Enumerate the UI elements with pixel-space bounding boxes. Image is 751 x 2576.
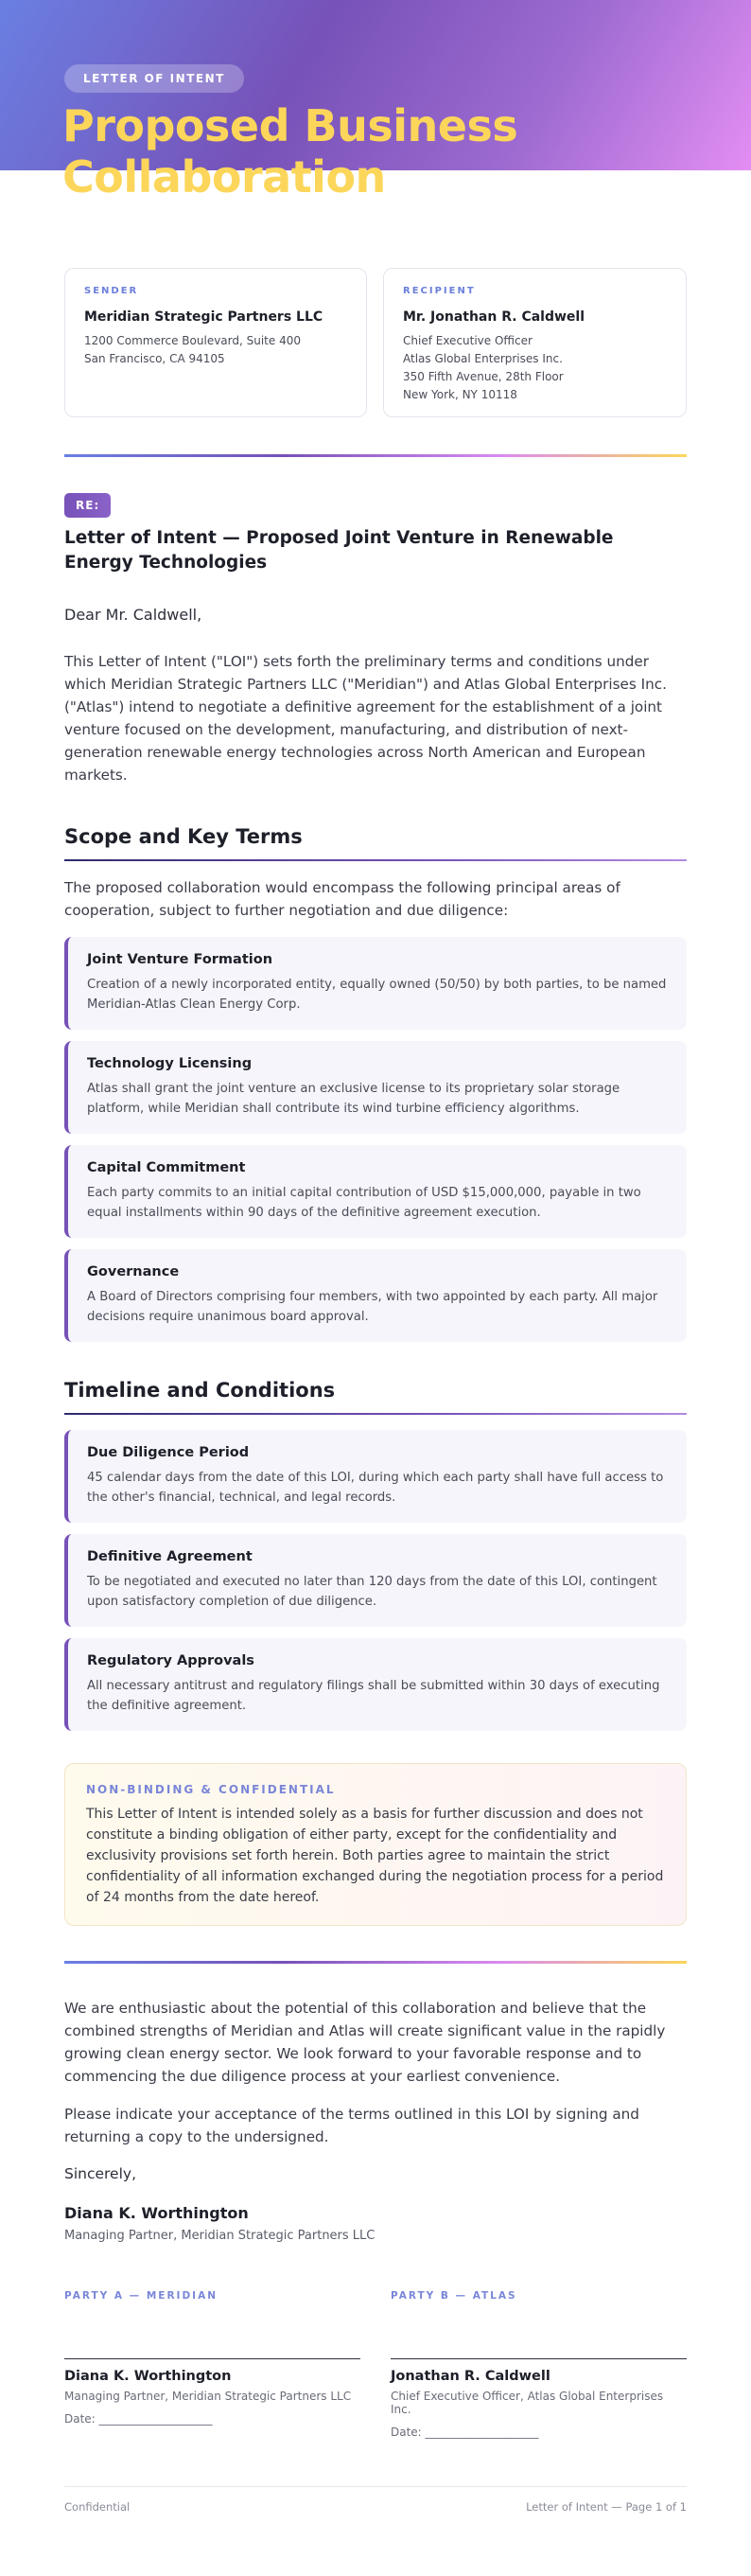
recipient-address-line: Chief Executive Officer [403,334,533,347]
document-type-badge: LETTER OF INTENT [64,64,244,93]
term-title: Governance [87,1264,180,1279]
divider [64,1961,687,1964]
section-divider [64,1413,687,1415]
sender-name: Meridian Strategic Partners LLC [84,309,323,325]
signature-name: Jonathan R. Caldwell [391,2369,550,2384]
signature-title: Chief Executive Officer, Atlas Global Enterprises Inc. [391,2390,664,2416]
confidentiality-notice [64,1763,687,1926]
divider [64,454,687,457]
intro-paragraph: This Letter of Intent ("LOI") sets forth the preliminary terms and conditions under which Meridian Strategic Partners LLC ("Meridian") and Atlas Global Enterprises Inc. ("Atlas") intend to negotiate a definitive agreement for the establishment of a joint venture focused on the development, manufacturing, and distribution of next-generation renewable energy technologies across North American and European markets. [64,653,667,784]
footer-divider [64,2486,687,2487]
notice-text: This Letter of Intent is intended solely as a basis for further discussion and does not constitute a binding obligation of either party, except for the confidentiality and exclusivity provisions set forth herein. Both parties agree to maintain the strict confidentiality of all information exchanged during the negotiation process for a period of 24 months from the date hereof. [86,1807,664,1905]
timeline-text: To be negotiated and executed no later than 120 days from the date of this LOI, contingent upon satisfactory completion of due diligence. [87,1575,657,1609]
signature-date-field[interactable]: Date: ____________________ [391,2426,539,2439]
timeline-card [64,1534,687,1627]
page-title: Proposed Business Collaboration [62,100,518,203]
timeline-title: Due Diligence Period [87,1445,250,1460]
timeline-text: All necessary antitrust and regulatory filings shall be submitted within 30 days of executing the definitive agreement. [87,1679,660,1713]
footer-page-number: Letter of Intent — Page 1 of 1 [526,2500,687,2514]
sender-address-line: San Francisco, CA 94105 [84,352,225,365]
signoff: Sincerely, [64,2165,137,2182]
notice-label: NON-BINDING & CONFIDENTIAL [86,1783,336,1796]
scope-lead-paragraph: The proposed collaboration would encompass the following principal areas of cooperation, subject to further negotiation and due diligence: [64,879,620,919]
timeline-card [64,1430,687,1523]
recipient-address-line: 350 Fifth Avenue, 28th Floor [403,370,564,383]
signature-title: Managing Partner, Meridian Strategic Partners LLC [64,2390,352,2403]
term-title: Joint Venture Formation [87,952,273,967]
signature-line[interactable] [391,2358,687,2359]
sender-card [64,268,367,417]
term-card [64,1145,687,1238]
timeline-title: Regulatory Approvals [87,1653,254,1668]
term-text: Creation of a newly incorporated entity, equally owned (50/50) by both parties, to be named Meridian-Atlas Clean Energy Corp. [87,978,667,1012]
term-title: Technology Licensing [87,1056,253,1071]
acceptance-paragraph: Please indicate your acceptance of the terms outlined in this LOI by signing and returning a copy to the undersigned. [64,2106,639,2145]
recipient-name: Mr. Jonathan R. Caldwell [403,309,585,325]
sender-label: SENDER [84,286,139,296]
signature-party-label: PARTY A — MERIDIAN [64,2290,218,2302]
section-heading-timeline: Timeline and Conditions [64,1379,336,1402]
recipient-address-line: Atlas Global Enterprises Inc. [403,352,563,365]
signature-line[interactable] [64,2358,360,2359]
term-text: A Board of Directors comprising four members, with two appointed by each party. All major decisions require unanimous board approval. [87,1290,658,1324]
footer-confidential: Confidential [64,2500,131,2514]
salutation: Dear Mr. Caldwell, [64,606,202,624]
section-heading-scope: Scope and Key Terms [64,825,303,848]
term-text: Each party commits to an initial capital contribution of USD $15,000,000, payable in two equal installments within 90 days of the definitive agreement execution. [87,1186,641,1220]
subject-line: Letter of Intent — Proposed Joint Venture in Renewable Energy Technologies [64,528,614,573]
term-text: Atlas shall grant the joint venture an exclusive license to its proprietary solar storage platform, while Meridian shall contribute its wind turbine efficiency algorithms. [87,1082,620,1116]
recipient-address-line: New York, NY 10118 [403,388,517,401]
signature-name: Diana K. Worthington [64,2369,232,2384]
recipient-label: RECIPIENT [403,286,476,296]
timeline-text: 45 calendar days from the date of this LOI, during which each party shall have full access to the other's financial, technical, and legal records. [87,1471,664,1505]
signer-name: Diana K. Worthington [64,2204,249,2222]
sender-address-line: 1200 Commerce Boulevard, Suite 400 [84,334,301,347]
term-card [64,937,687,1030]
signature-block-party-b [391,2290,687,2439]
signature-party-label: PARTY B — ATLAS [391,2290,517,2302]
term-card [64,1041,687,1134]
term-card [64,1249,687,1342]
timeline-title: Definitive Agreement [87,1549,253,1564]
re-badge: RE: [64,493,111,518]
closing-paragraph: We are enthusiastic about the potential of this collaboration and believe that the combined strengths of Meridian and Atlas will create significant value in the rapidly growing clean energy sector. We look forward to your favorable response and to commencing the due diligence process at your earliest convenience. [64,2000,666,2085]
signature-block-party-a [64,2290,360,2426]
timeline-card [64,1638,687,1731]
signer-role: Managing Partner, Meridian Strategic Partners LLC [64,2229,376,2243]
recipient-card [383,268,687,417]
signature-date-field[interactable]: Date: ____________________ [64,2412,213,2426]
term-title: Capital Commitment [87,1160,246,1175]
section-divider [64,859,687,861]
